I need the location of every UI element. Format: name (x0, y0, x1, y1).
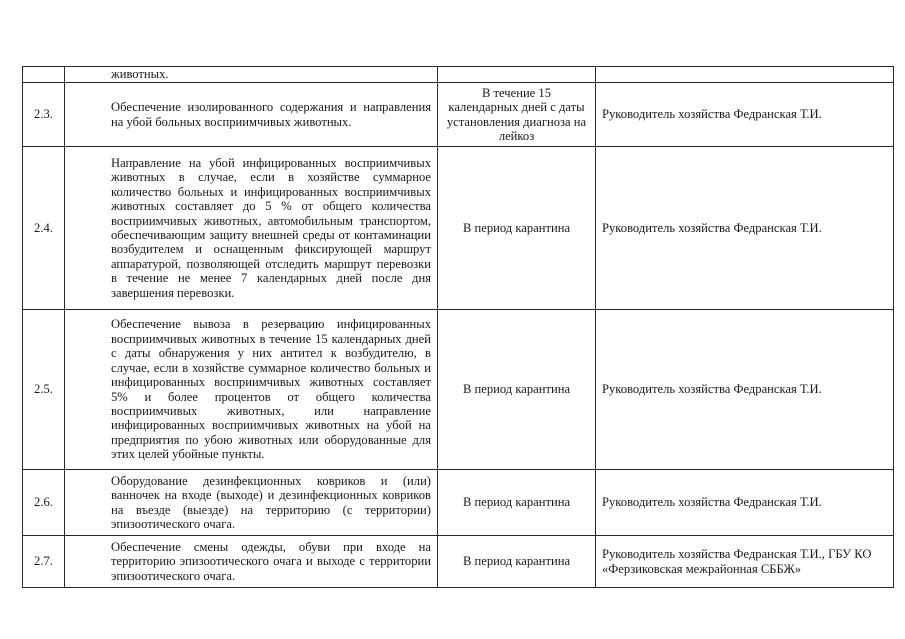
responsible-text: Руководитель хозяйства Федранская Т.И. (596, 310, 894, 470)
table-row (23, 470, 894, 536)
term-text: В период карантина (438, 310, 596, 470)
responsible-text: Руководитель хозяйства Федранская Т.И., ГБУ КО «Ферзиковская межрайонная СББЖ» (596, 536, 894, 588)
table-row (23, 147, 894, 310)
measures-table (22, 66, 894, 588)
action-text: животных. (65, 67, 438, 83)
term-text: В течение 15 календарных дней с даты установления диагноза на лейкоз (438, 83, 596, 147)
row-number: 2.7. (23, 536, 65, 588)
responsible-text: Руководитель хозяйства Федранская Т.И. (596, 470, 894, 536)
responsible-text (596, 67, 894, 83)
row-number (23, 67, 65, 83)
row-number: 2.6. (23, 470, 65, 536)
table-row (23, 67, 894, 83)
action-text: Обеспечение вывоза в резервацию инфицированных восприимчивых животных в течение 15 календарных дней с даты обнаружения у них антител к возбудителю, в случае, если в хозяйстве суммарное количество больных и инфицированных восприимчивых животных составляет 5% и более процентов от общего количества восприимчивых животных, или направление инфицированных восприимчивых животных на убой на предприятия по убою животных или оборудованные для этих целей убойные пункты. (65, 310, 438, 470)
row-number: 2.3. (23, 83, 65, 147)
responsible-text: Руководитель хозяйства Федранская Т.И. (596, 83, 894, 147)
term-text: В период карантина (438, 536, 596, 588)
term-text (438, 67, 596, 83)
table-row (23, 310, 894, 470)
term-text: В период карантина (438, 470, 596, 536)
term-text: В период карантина (438, 147, 596, 310)
responsible-text: Руководитель хозяйства Федранская Т.И. (596, 147, 894, 310)
action-text: Направление на убой инфицированных восприимчивых животных в случае, если в хозяйстве суммарное количество больных и инфицированных восприимчивых животных составляет до 5 % от общего количества восприимчивых животных, автомобильным транспортом, обеспечивающим защиту внешней среды от контаминации возбудителем и оснащенным фиксирующей маршрут аппаратурой, позволяющей отследить маршрут перевозки в течение не менее 7 календарных дней после дня завершения перевозки. (65, 147, 438, 310)
row-number: 2.4. (23, 147, 65, 310)
row-number: 2.5. (23, 310, 65, 470)
action-text: Обеспечение изолированного содержания и направления на убой больных восприимчивых животных. (65, 83, 438, 147)
action-text: Обеспечение смены одежды, обуви при входе на территорию эпизоотического очага и выходе с территории эпизоотического очага. (65, 536, 438, 588)
table-row (23, 83, 894, 147)
table-row (23, 536, 894, 588)
action-text: Оборудование дезинфекционных ковриков и (или) ванночек на входе (выходе) и дезинфекционных ковриков на въезде (выезде) на территорию (с территории) эпизоотического очага. (65, 470, 438, 536)
